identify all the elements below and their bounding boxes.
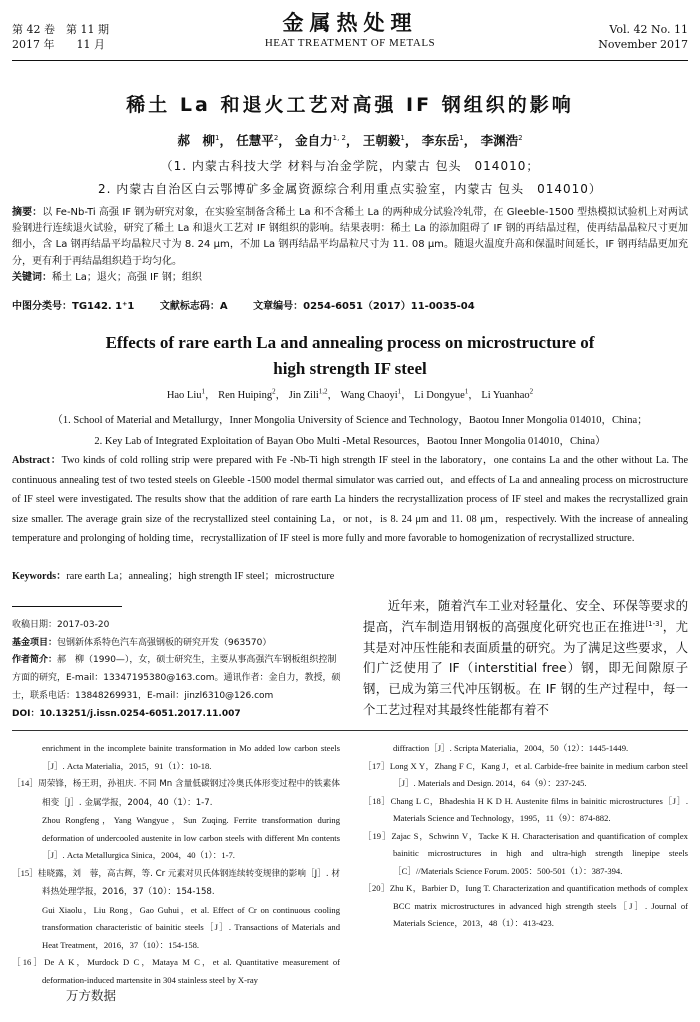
volume-issue-en: Vol. 42 No. 11 — [609, 23, 688, 36]
affiliation-cn-2: 2. 内蒙古自治区白云鄂博矿多金属资源综合利用重点实验室，内蒙古 包头 014010） — [98, 182, 602, 196]
clc-number — [12, 301, 134, 312]
author-cn: 任慧平 — [236, 133, 274, 148]
fund-value: 包钢新体系特色汽车高强钢板的研究开发（963570） — [57, 637, 272, 648]
footnote-block — [12, 617, 342, 723]
author-affil-sup: 1 — [214, 133, 220, 142]
clc-label: 中图分类号： — [12, 301, 72, 312]
author-cn: 李渊浩 — [480, 133, 519, 148]
references-left — [12, 740, 340, 989]
author-en: Hao Liu — [166, 390, 202, 401]
reference-item — [363, 740, 688, 758]
journal-name-cn: 金属热处理 — [282, 10, 418, 35]
title-cn: 稀土 La 和退火工艺对高强 IF 钢组织的影响 — [126, 94, 574, 116]
reference-item — [363, 880, 688, 933]
affiliation-cn-1: （1. 内蒙古科技大学 材料与冶金学院，内蒙古 包头 014010； — [160, 159, 540, 173]
author-cn: 王朝毅 — [362, 133, 401, 148]
authors-cn: 郝 柳$^1$， 任慧平$^2$， 金自力$^{1, 2}$， 王朝毅$^1$， 李东岳$^1$， 李渊浩$^2$ — [177, 133, 523, 148]
section-rule — [12, 730, 688, 731]
year-month-cn: 2017 年 11 月 — [12, 38, 105, 51]
watermark: 万方数据 — [66, 988, 117, 1003]
ref-num: ［17］ — [363, 760, 390, 771]
title-en-line: Effects of rare earth La and annealing process on microstructure of — [105, 333, 595, 352]
header-volume-en — [598, 22, 688, 52]
reference-item — [363, 758, 688, 793]
reference-item — [363, 793, 688, 828]
author-bio — [12, 652, 342, 705]
ref-text: Chang L C，Bhadeshia H K D H. Austenite films in bainitic microstructures［J］. Materials Science and Technology，1995，11（9）：874-882. — [390, 795, 688, 823]
ref-text: diffraction［J］. Scripta Materialia，2004，50（12）：1445-1449. — [393, 743, 629, 753]
author-affil-sup: 2 — [529, 387, 534, 396]
ref-text: Gui Xiaolu，Liu Rong，Gao Guhui，et al. Effect of Cr on continuous cooling transformation characteristic of bainitic steels［J］. Transactions of Materials and Heat Treatment，2016，37（10）：154-158. — [42, 904, 340, 950]
ref-text: Zhou Rongfeng，Yang Wangyue，Sun Zuqing. Ferrite transformation during deformation of undercooled austenite in low carbon steels with different Mn contents［J］. Acta Metallurgica Sinica，2004，40（1）：1-7. — [42, 815, 340, 860]
author-en: Li Yuanhao — [481, 390, 530, 401]
ref-text: Zajac S，Schwinn V，Tacke K H. Characterisation and quantification of complex bainitic microstructures in high and ultra-high strength linepipe steels［C］//Materials Science Forum. 2005：500-501（1）：387-394. — [391, 830, 688, 876]
doi-label: DOI： — [12, 708, 40, 719]
abstract-cn-text: 以 Fe-Nb-Ti 高强 IF 钢为研究对象，在实验室制备含稀土 La 和不含稀土 La 的两种成分试验冷轧带，在 Gleeble-1500 型热模拟试验机上对两试验钢进行连续退火试验，研究了稀土 La 和退火工艺对 IF 钢组织的影响。结果表明：稀土 La 的添加阻碍了 IF 钢的再结晶过程，使再结晶晶粒尺寸更加细小，含 La 钢再结晶平均晶粒尺寸为 8. 24 μm，不加 La 钢再结晶平均晶粒尺寸为 11. 08 μm。随退火温度升高和保温时间延长，IF 钢再结晶更加充分，更有利于再结晶组织趋于均匀化。 — [12, 207, 688, 267]
reference-item — [12, 812, 340, 865]
author-affil-sup: 1 — [464, 387, 469, 396]
abstract-cn — [12, 205, 688, 286]
author-en: Ren Huiping — [218, 390, 273, 401]
author-affil-sup: 2 — [273, 133, 279, 142]
reference-item — [12, 740, 340, 775]
reference-item — [363, 828, 688, 881]
affiliation-en-2: 2. Key Lab of Integrated Exploitation of Bayan Obo Multi -Metal Resources，Baotou Inner Mongolia 014010，China） — [94, 436, 606, 447]
authors-en: Hao Liu$^1$， Ren Huiping$^2$， Jin Zili$^{1,2}$， Wang Chaoyi$^1$， Li Dongyue$^1$， Li Yuanhao$^2$ — [166, 387, 534, 401]
doi — [12, 706, 342, 724]
journal-name-en: HEAT TREATMENT OF METALS — [264, 37, 436, 49]
ref-text: Long X Y，Zhang F C，Kang J，et al. Carbide-free bainite in medium carbon steel［J］. Materials and Design. 2014，64（9）：237-245. — [389, 760, 688, 788]
author-affil-sup: 2 — [272, 387, 276, 396]
abstract-en-text: Two kinds of cold rolling strip were prepared with Fe -Nb-Ti high strength IF steel in the laboratory，one contains La and the other without La. The continuous annealing test of two tested steels on Gleeble -1500 model thermal simulator was carried out，and effects of La and annealing process on microstructure of IF steel were investigated. The results show that the addition of rare earth La hinders the recrystallization process of IF steel and makes the recrystallized grain size smaller. The average grain size of the recrystallized steel containing La，or not，is 8. 24 μm and 11. 08 μm，respectively. With the increase of annealing temperature and prolonging of holding time，recrystallization of IF steel is more fully and more favorable to homogenization of recrystallized structure. — [12, 455, 688, 545]
introduction-paragraph — [363, 596, 688, 721]
author-en: Li Dongyue — [414, 390, 465, 401]
author-bio-label: 作者简介： — [12, 655, 58, 666]
reference-item — [12, 954, 340, 989]
article-number-label: 文章编号： — [253, 301, 304, 312]
received-value: 2017-03-20 — [57, 620, 110, 630]
author-cn: 郝 柳 — [177, 133, 215, 148]
author-en: Wang Chaoyi — [340, 390, 398, 401]
doc-code — [160, 301, 228, 312]
classification-row — [12, 297, 497, 312]
author-affil-sup: 1 — [201, 387, 206, 396]
references-right — [363, 740, 688, 933]
doi-value: 10.13251/j.issn.0254-6051.2017.11.007 — [39, 708, 241, 719]
reference-item — [12, 775, 340, 812]
author-cn: 金自力 — [295, 133, 333, 148]
fund-label: 基金项目： — [12, 637, 58, 648]
keywords-cn-text: 稀土 La；退火；高强 IF 钢；组织 — [52, 271, 202, 283]
intro-text: 近年来，随着汽车工业对轻量化、安全、环保等要求的提高，汽车制造用钢板的高强度化研究也正在推进 — [363, 598, 688, 634]
abstract-en-label: Abstract： — [12, 455, 62, 466]
ref-num: ［14］ — [12, 778, 39, 788]
author-bio-value: 郝 柳（1990—），女，硕士研究生，主要从事高强汽车钢板组织控制方面的研究，E-mail：13347195380@163.com。通讯作者：金自力，教授，硕士，联系电话：13848269931，E-mail：jinzl6310@126.com — [12, 655, 341, 701]
title-en — [0, 330, 700, 382]
ref-num: ［15］ — [12, 867, 38, 878]
ref-text: De A K，Murdock D C，Mataya M C，et al. Quantitative measurement of deformation-induced martensite in 304 stainless steel by X-ray — [42, 957, 340, 985]
keywords-en-label: Keywords： — [12, 571, 67, 582]
fund-project — [12, 635, 342, 653]
keywords-en — [12, 567, 334, 582]
received-label: 收稿日期： — [12, 620, 58, 630]
received-date — [12, 617, 342, 635]
doc-code-value: A — [219, 301, 228, 312]
affiliation-en-1: （1. School of Material and Metallurgy，Inner Mongolia University of Science and Technology，Baotou Inner Mongolia 014010，China； — [52, 415, 648, 426]
author-affil-sup: 1,2 — [318, 387, 328, 396]
author-affil-sup: 1 — [400, 133, 405, 142]
footnote-rule — [12, 606, 122, 607]
article-number — [253, 301, 475, 312]
author-cn: 李东岳 — [421, 133, 460, 148]
ref-text: enrichment in the incomplete bainite transformation in Mo added low carbon steels［J］. Acta Materialia，2015，91（1）：10-18. — [42, 743, 340, 771]
ref-text: 桂晓露，刘 蓉，高古辉，等. Cr 元素对贝氏体钢连续转变规律的影响［J］. 材料热处理学报，2016，37（10）：154-158. — [37, 868, 340, 897]
ref-text: Zhu K，Barbier D，Iung T. Characterization and quantification methods of complex BCC matrix microstructures in advanced high strength steels［J］. Journal of Materials Science，2013，48（1）：413-423. — [389, 883, 688, 928]
reference-item — [12, 865, 340, 902]
page-header — [12, 8, 688, 58]
title-en-line: high strength IF steel — [273, 359, 427, 378]
citation-sup: [1-3] — [645, 619, 663, 628]
author-affil-sup: 2 — [518, 133, 523, 142]
volume-issue-cn: 第 42 卷 第 11 期 — [12, 23, 109, 36]
reference-item — [12, 902, 340, 955]
ref-num: ［18］ — [363, 795, 391, 806]
journal-masthead — [12, 8, 688, 50]
ref-num: ［20］ — [363, 883, 390, 893]
author-affil-sup: 1 — [459, 133, 464, 142]
ref-num: ［19］ — [363, 830, 392, 841]
keywords-en-text: rare earth La；annealing；high strength IF steel；microstructure — [66, 571, 335, 582]
article-number-value: 0254-6051（2017）11-0035-04 — [303, 301, 475, 312]
intro-text: ，尤其是对冲压性能和表面质量的研究。为了满足这些要求，人们广泛使用了 IF（interstitial free）钢，即无间隙原子钢，已成为第三代冲压钢板。在 IF 钢的生产过程中，每一个工艺过程对其最终性能都有着不 — [363, 618, 689, 717]
abstract-cn-label: 摘要： — [12, 207, 43, 218]
clc-value: TG142. 1⁺1 — [72, 301, 135, 312]
ref-text: 周荣锋，杨王玥，孙祖庆. 不同 Mn 含量低碳钢过冷奥氏体形变过程中的铁素体相变［J］. 金属学报，2004，40（1）：1-7. — [38, 779, 340, 808]
doc-code-label: 文献标志码： — [159, 301, 220, 312]
author-affil-sup: 1 — [397, 387, 402, 396]
author-affil-sup: 1, 2 — [332, 133, 347, 142]
date-en: November 2017 — [598, 38, 688, 51]
ref-num: ［16］ — [12, 957, 45, 967]
author-en: Jin Zili — [288, 390, 319, 401]
header-rule — [12, 60, 688, 61]
abstract-en — [12, 451, 688, 549]
keywords-cn-label: 关键词： — [12, 271, 52, 283]
